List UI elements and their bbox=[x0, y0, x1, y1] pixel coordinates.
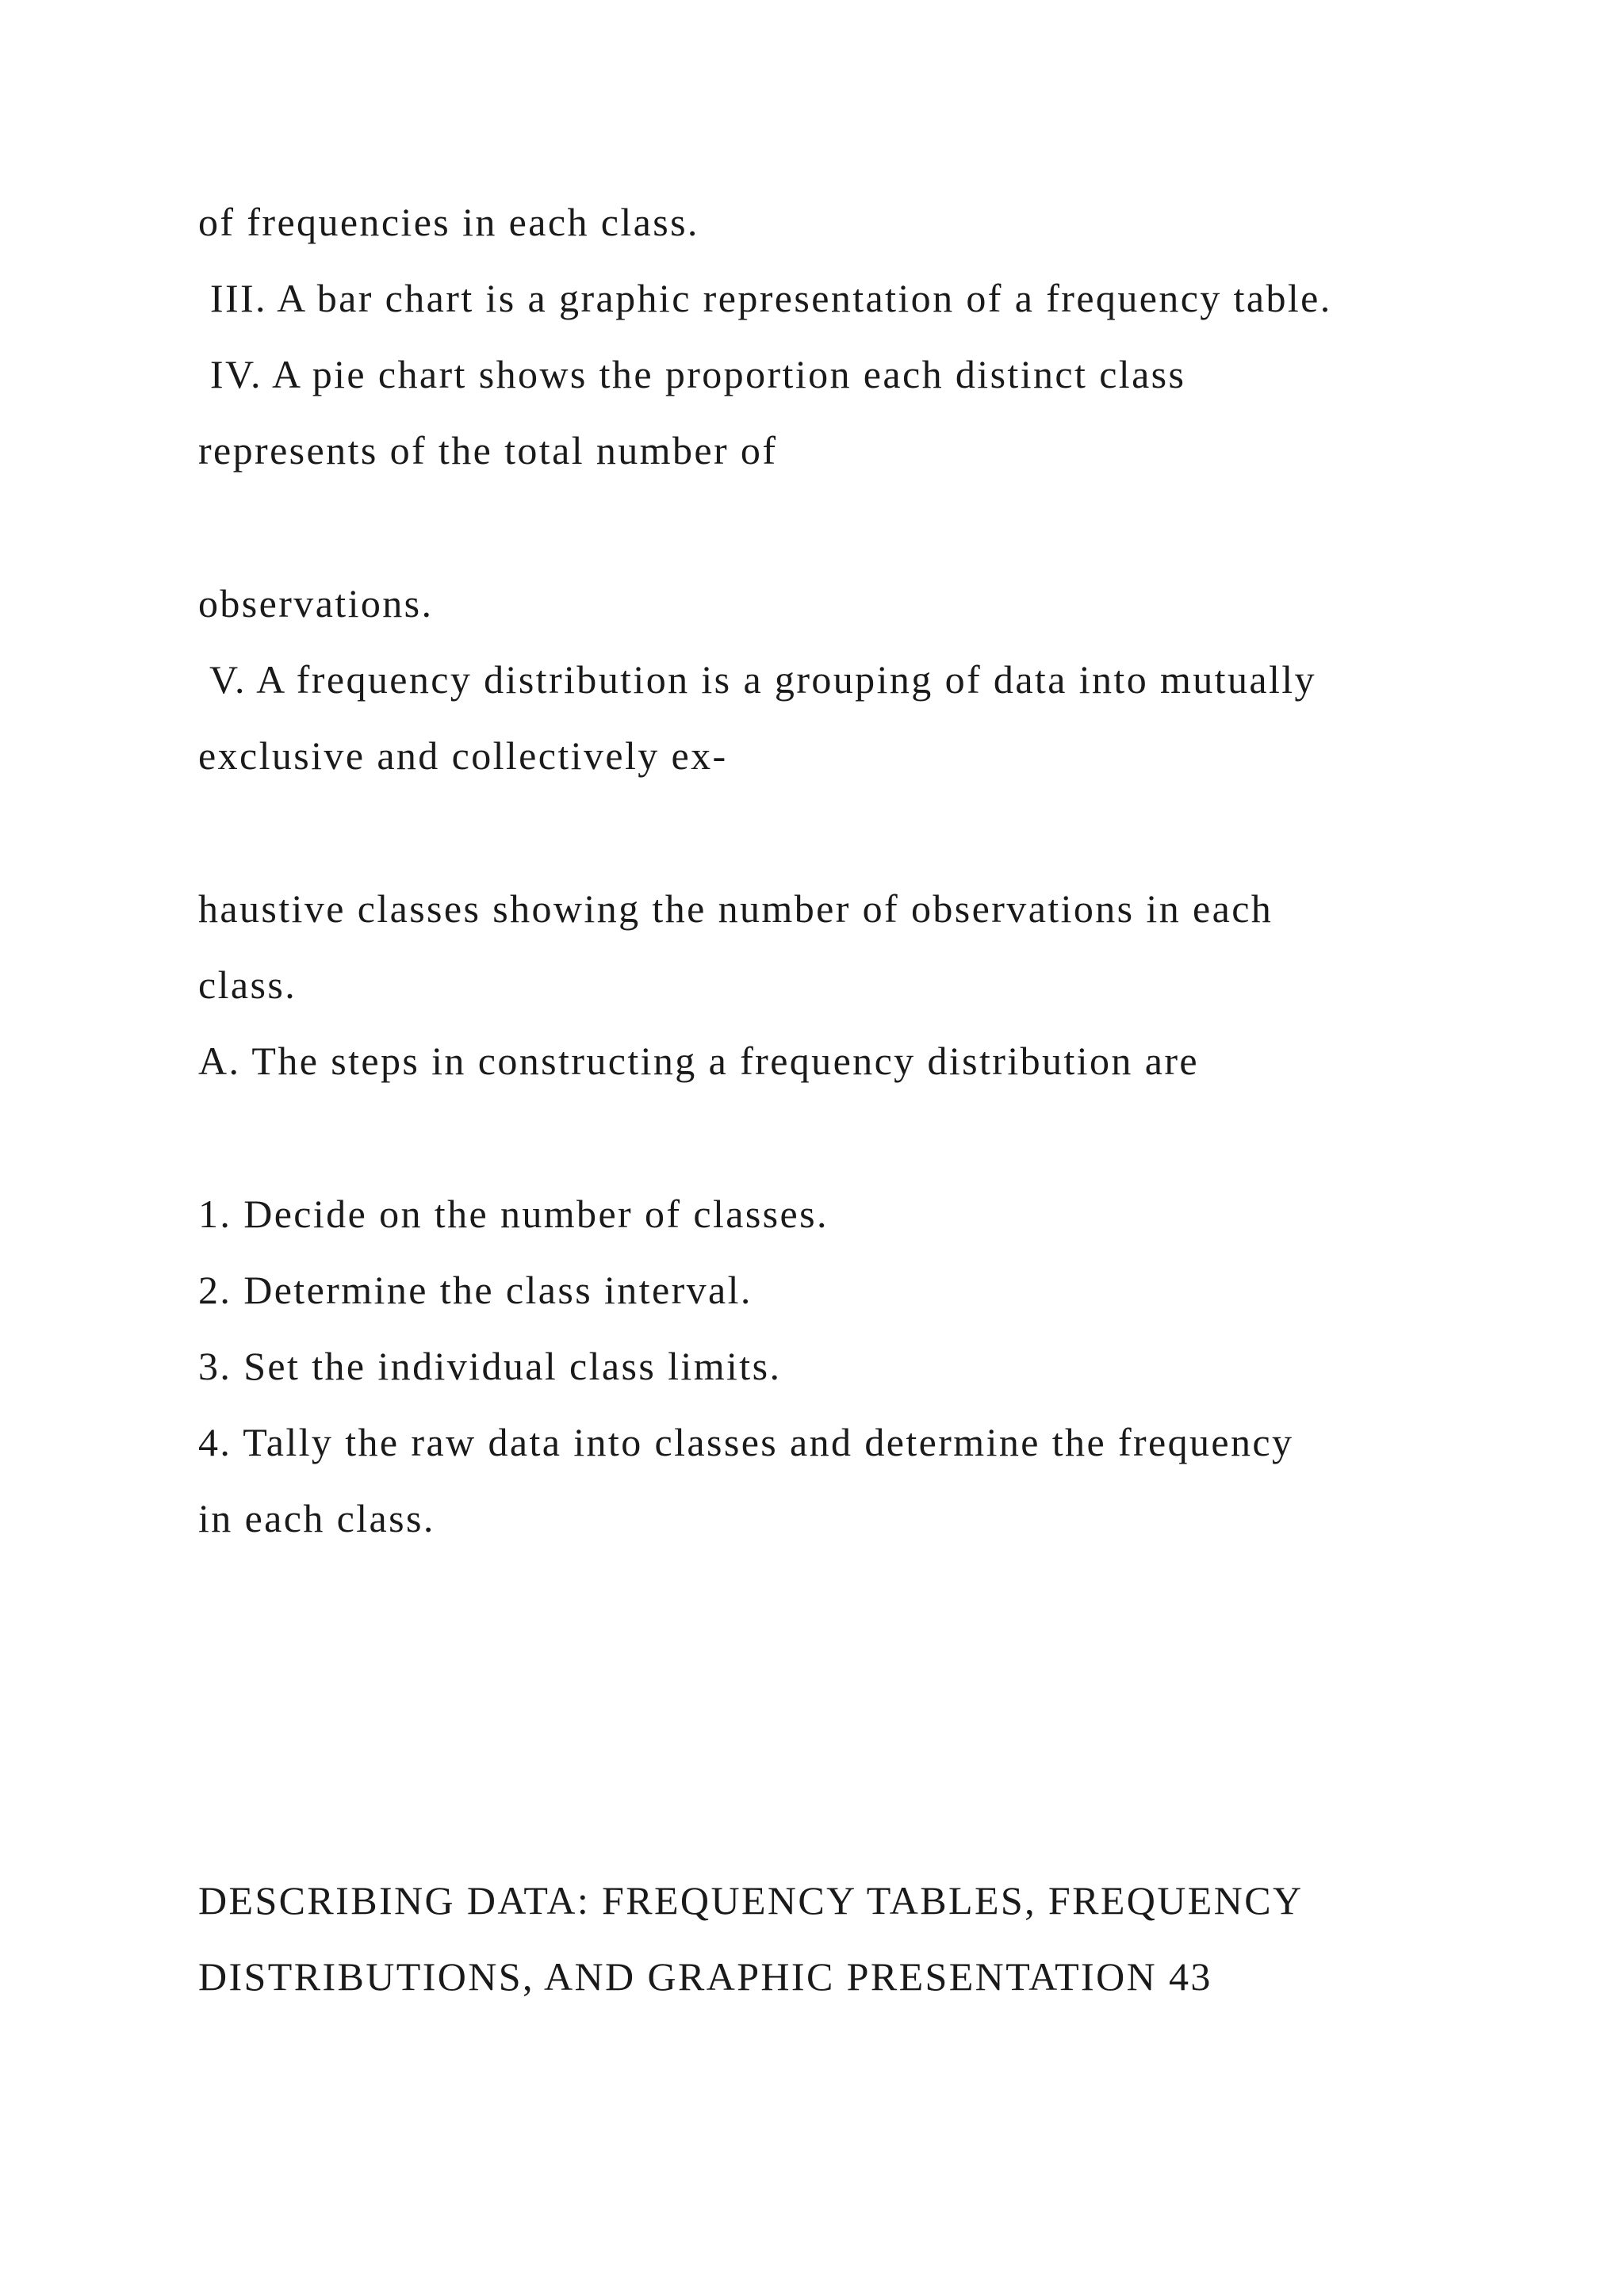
text-line: of frequencies in each class. bbox=[198, 200, 699, 244]
running-header-line: DESCRIBING DATA: FREQUENCY TABLES, FREQUENCY bbox=[198, 1878, 1304, 1923]
running-header-line: DISTRIBUTIONS, AND GRAPHIC PRESENTATION 43 bbox=[198, 1954, 1212, 1999]
list-item: 4. Tally the raw data into classes and determine the frequency bbox=[198, 1420, 1294, 1464]
list-item: 2. Determine the class interval. bbox=[198, 1268, 753, 1312]
text-line: V. A frequency distribution is a grouping of data into mutually bbox=[198, 657, 1316, 702]
text-line: in each class. bbox=[198, 1496, 435, 1540]
list-item: 3. Set the individual class limits. bbox=[198, 1344, 782, 1388]
text-line: observations. bbox=[198, 581, 434, 626]
text-line: III. A bar chart is a graphic representation of a frequency table. bbox=[198, 276, 1332, 320]
text-line: A. The steps in constructing a frequency distribution are bbox=[198, 1039, 1199, 1083]
text-line: haustive classes showing the number of observations in each bbox=[198, 886, 1274, 931]
text-line: exclusive and collectively ex- bbox=[198, 733, 728, 778]
text-line: represents of the total number of bbox=[198, 428, 778, 473]
list-item: 1. Decide on the number of classes. bbox=[198, 1192, 829, 1236]
text-line: IV. A pie chart shows the proportion each distinct class bbox=[198, 352, 1186, 396]
text-line: class. bbox=[198, 962, 297, 1007]
